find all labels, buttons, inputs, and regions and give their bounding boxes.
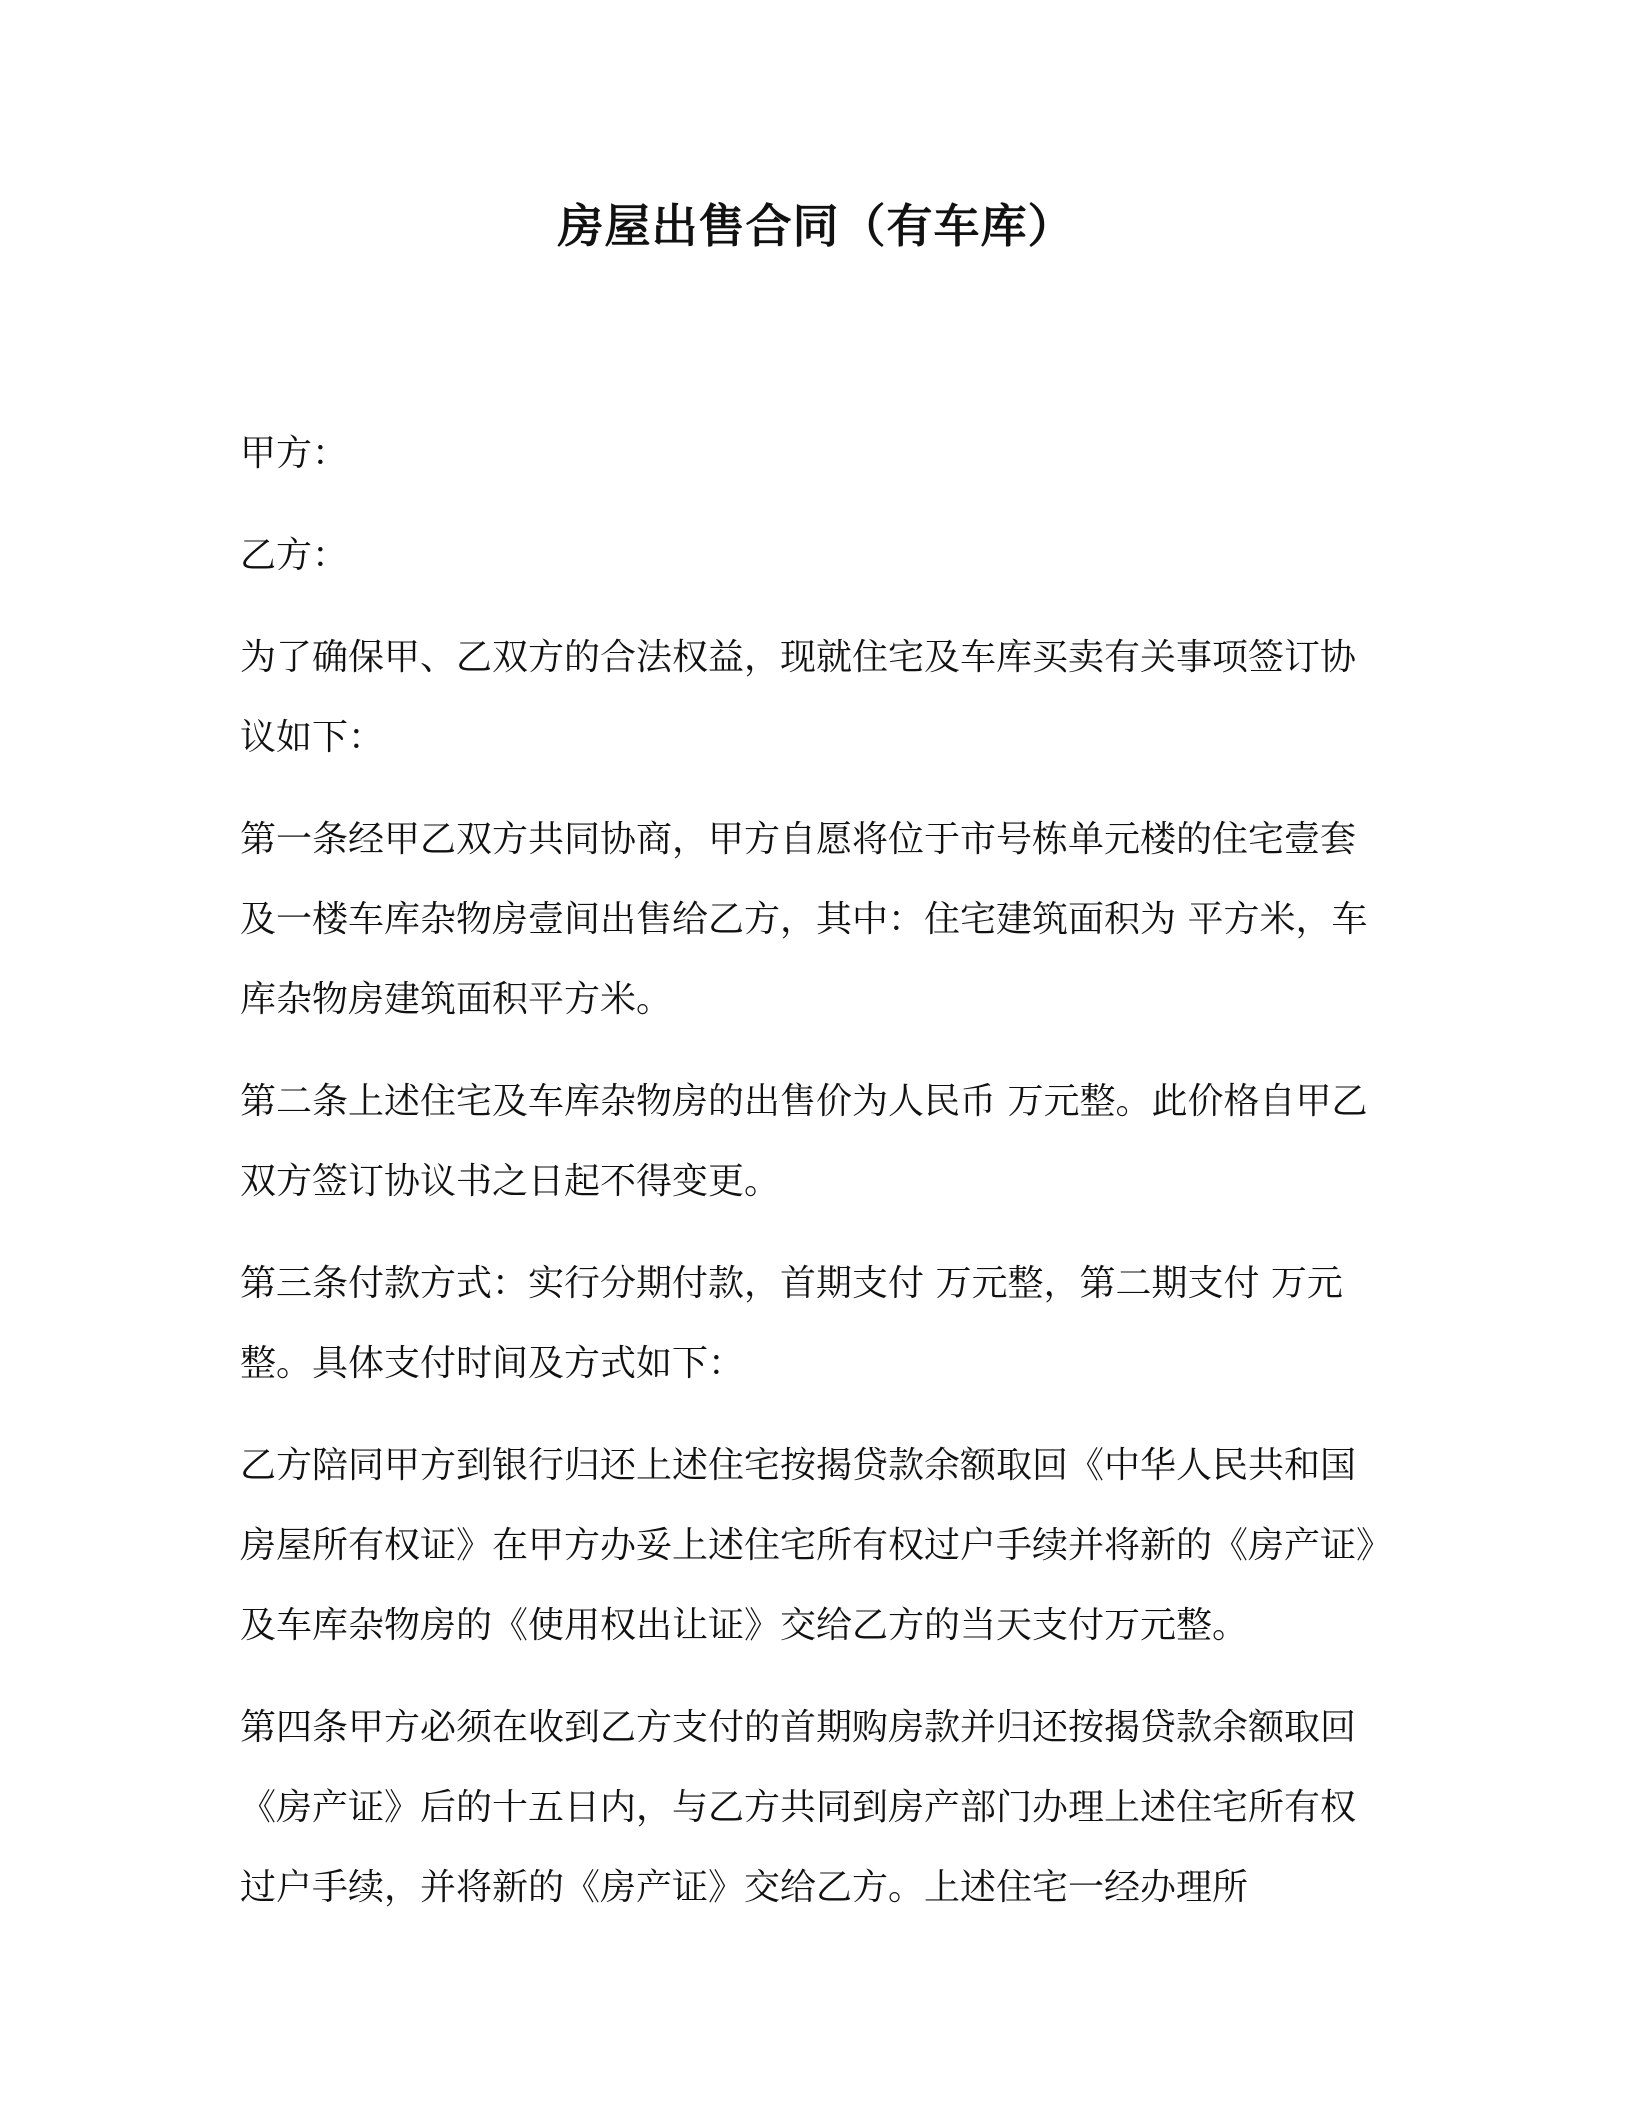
document-body [240,414,1390,1950]
intro-paragraph: 为了确保甲、乙双方的合法权益，现就住宅及车库买卖有关事项签订协议如下： [240,637,1357,758]
payment-detail-paragraph: 乙方陪同甲方到银行归还上述住宅按揭贷款余额取回《中华人民共和国房屋所有权证》在甲方办妥上述住宅所有权过户手续并将新的《房产证》及车库杂物房的《使用权出让证》交给乙方的当天支付万元整。 [240,1445,1375,1646]
article-2-paragraph: 第二条上述住宅及车库杂物房的出售价为人民币 万元整。此价格自甲乙双方签订协议书之日起不得变更。 [240,1081,1368,1202]
article-3-paragraph: 第三条付款方式：实行分期付款，首期支付 万元整，第二期支付 万元整。具体支付时间及方式如下： [240,1263,1343,1384]
document-title: 房屋出售合同（有车库） [557,199,1075,253]
party-a-line: 甲方： [240,433,349,474]
article-4-paragraph: 第四条甲方必须在收到乙方支付的首期购房款并归还按揭贷款余额取回《房产证》后的十五日内，与乙方共同到房产部门办理上述住宅所有权过户手续，并将新的《房产证》交给乙方。上述住宅一经办理所 [240,1707,1357,1908]
party-b-line: 乙方： [240,535,349,576]
article-1-paragraph: 第一条经甲乙双方共同协商，甲方自愿将位于市号栋单元楼的住宅壹套及一楼车库杂物房壹间出售给乙方，其中：住宅建筑面积为 平方米，车库杂物房建筑面积平方米。 [240,819,1368,1020]
